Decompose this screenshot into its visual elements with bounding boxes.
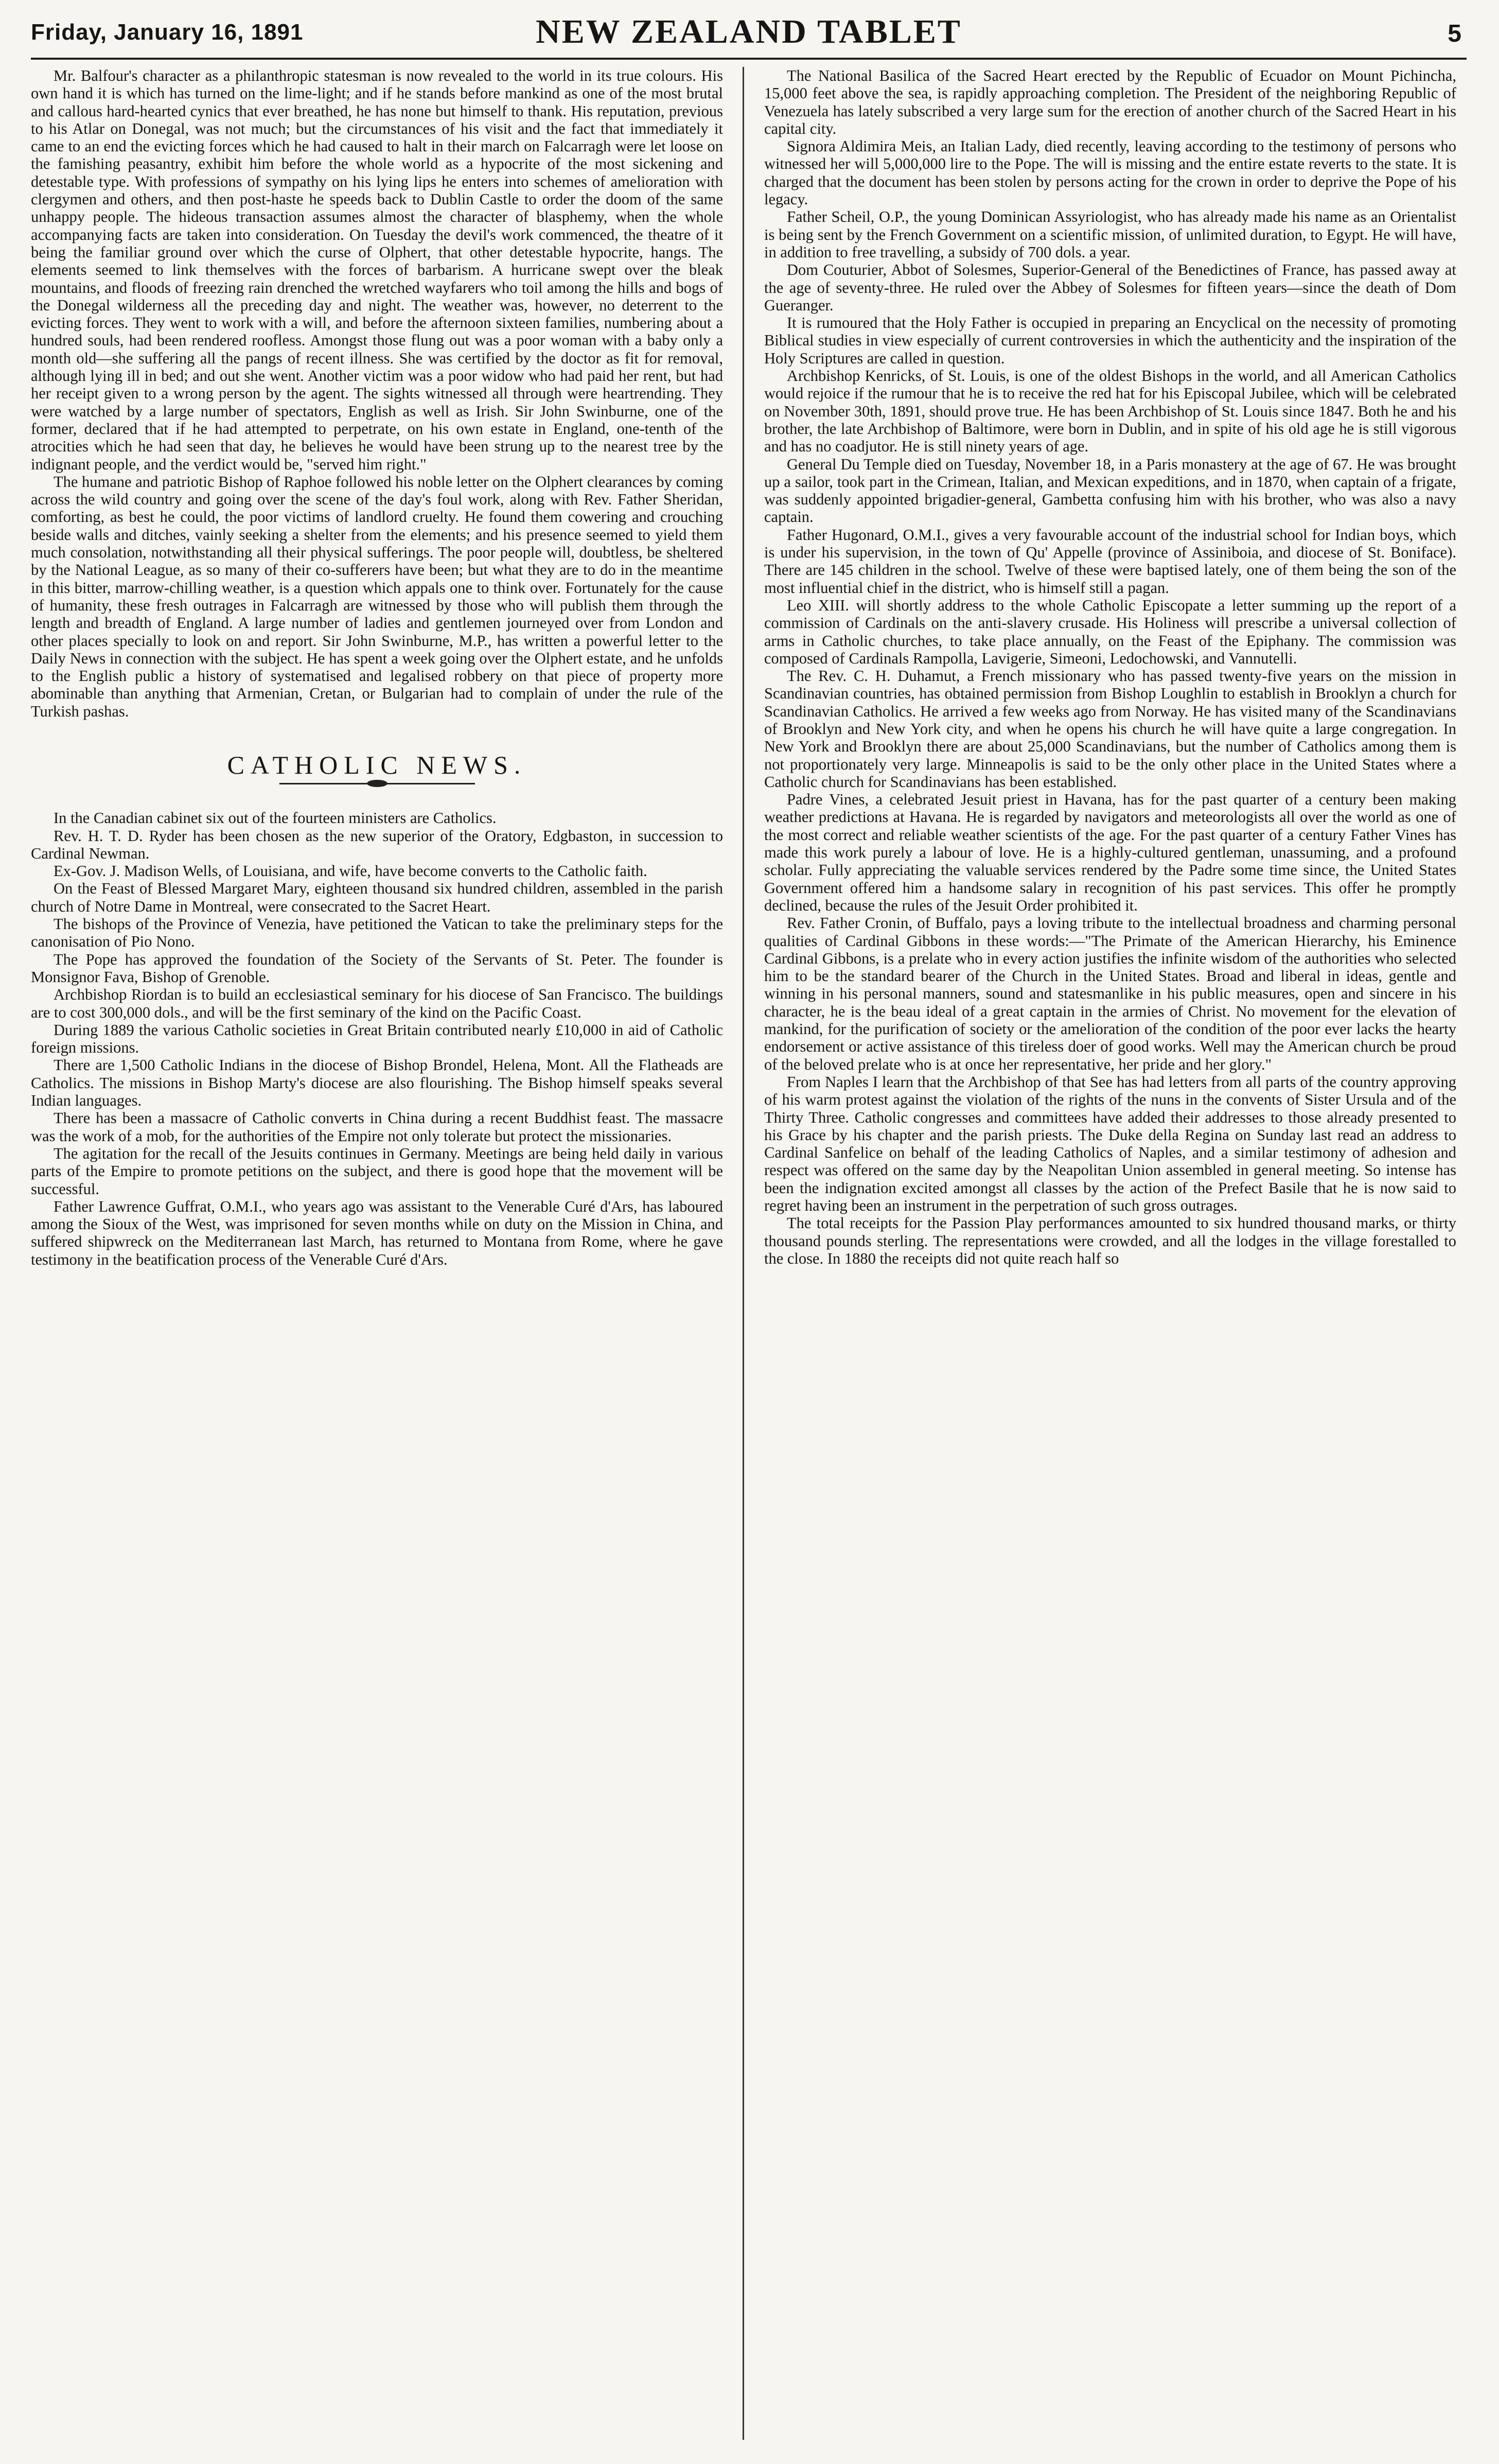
news-item: Archbishop Riordan is to build an ecclesiastical seminary for his diocese of San Francisco. The buildings are to cost 300,000 dols., and will be the first seminary of the kind on the Pacific Coast. (31, 986, 723, 1021)
column-divider (743, 67, 744, 2440)
news-item: Leo XIII. will shortly address to the whole Catholic Episcopate a letter summing up the report of a commission of Cardinals on the anti-slavery crusade. His Holiness will prescribe a universal collection of arms in Catholic churches, to take place annually, on the Feast of the Epiphany. The commission was composed of Cardinals Rampolla, Lavigerie, Simeoni, Ledochowski, and Vannutelli. (764, 596, 1456, 667)
news-item: Dom Couturier, Abbot of Solesmes, Superior-General of the Benedictines of France, has passed away at the age of seventy-three. He ruled over the Abbey of Solesmes for fifteen years—since the death of Dom Gueranger. (764, 261, 1456, 314)
ornamental-rule (279, 783, 475, 784)
news-item: The Rev. C. H. Duhamut, a French missionary who has passed twenty-five years on the mission in Scandinavian countries, has obtained permission from Bishop Loughlin to establish in Brooklyn a church for Scandinavian Catholics. He arrived a few weeks ago from Norway. He has visited many of the Scandinavians of Brooklyn and New York city, and when he opens his church he will have quite a large congregation. In New York and Brooklyn there are about 25,000 Scandinavians, but the number of Catholics among them is not proportionately very large. Minneapolis is said to be the only other place in the United States where a Catholic church for Scandinavians has been established. (764, 667, 1456, 791)
news-item: Archbishop Kenricks, of St. Louis, is one of the oldest Bishops in the world, and all American Catholics would rejoice if the rumour that he is to receive the red hat for his Episcopal Jubilee, which will be celebrated on November 30th, 1891, should prove true. He has been Archbishop of St. Louis since 1847. Both he and his brother, the late Archbishop of Baltimore, were born in Dublin, and in spite of his old age he is still vigorous and has no coadjutor. He is still ninety years of age. (764, 367, 1456, 456)
article-paragraph: The humane and patriotic Bishop of Raphoe followed his noble letter on the Olphert clearances by coming across the wild country and going over the scene of the day's foul work, along with Rev. Father Sheridan, comforting, as best he could, the poor victims of landlord cruelty. He found them cowering and crouching beside walls and ditches, vainly seeking a shelter from the elements; and his presence seemed to yield them much consolation, notwithstanding all their physical sufferings. The poor people will, doubtless, be sheltered by the National League, as so many of their co-sufferers have been; but what they are to do in the meantime in this bitter, marrow-chilling weather, is a question which appals one to think over. Fortunately for the cause of humanity, these fresh outrages in Falcarragh are witnessed by those who will publish them through the length and breadth of England. A large number of ladies and gentlemen journeyed over from London and other places specially to look on and report. Sir John Swinburne, M.P., has written a powerful letter to the Daily News in connection with the subject. He has spent a week going over the Olphert estate, and he unfolds to the English public a history of systematised and legalised robbery on that piece of property more abominable than anything that Armenian, Cretan, or Bulgarian had to complain of under the rule of the Turkish pashas. (31, 473, 723, 720)
news-item: Padre Vines, a celebrated Jesuit priest in Havana, has for the past quarter of a century been making weather predictions at Havana. He is regarded by navigators and meteorologists all over the world as one of the most correct and reliable weather scientists of the age. For the past quarter of a century Father Vines has made this work purely a labour of love. He is a highly-cultured gentleman, unassuming, and a profound scholar. Fully appreciating the valuable services rendered by the Padre some time since, the United States Government offered him a handsome salary in recognition of his past services. This offer he promptly declined, because the rules of the Jesuit Order prohibited it. (764, 791, 1456, 914)
article-paragraph: Mr. Balfour's character as a philanthropic statesman is now revealed to the world in its true colours. His own hand it is which has turned on the lime-light; and if he stands before mankind as one of the most brutal and callous hard-hearted cynics that ever breathed, he has none but himself to thank. His reputation, previous to his Atlar on Donegal, was not much; but the circumstances of his visit and the fact that immediately it came to an end the evicting forces which he had caused to halt in their march on Falcarragh were let loose on the famishing peasantry, exhibit him before the whole world as a hypocrite of the most sickening and detestable type. With professions of sympathy on his lying lips he enters into schemes of amelioration with clergymen and others, and then post-haste he speeds back to Dublin Castle to order the doom of the same unhappy people. The hideous transaction assumes almost the character of blasphemy, when the whole accompanying facts are taken into consideration. On Tuesday the devil's work commenced, the theatre of it being the familiar ground over which the curse of Olphert, that other detestable hypocrite, hangs. The elements seemed to link themselves with the forces of barbarism. A hurricane swept over the bleak mountains, and floods of freezing rain drenched the wretched wayfarers who toil among the hills and bogs of the Donegal wilderness all the preceding day and night. The weather was, however, no deterrent to the evicting forces. They went to work with a will, and before the afternoon sixteen families, numbering about a hundred souls, had been rendered roofless. Amongst those flung out was a poor woman with a baby only a month old—she suffering all the pangs of recent illness. She was certified by the doctor as fit for removal, although lying ill in bed; and out she went. Another victim was a poor widow who had paid her rent, but had her receipt given to a wrong person by the agent. The sights witnessed all through were heartrending. They were watched by a large number of spectators, English as well as Irish. Sir John Swinburne, one of the former, declared that if he had attempted to perpetrate, on his own estate in England, one-tenth of the atrocities which he had seen that day, he believes he would have been strung up to the nearest tree by the indignant people, and the verdict would be, "served him right." (31, 67, 723, 473)
news-item: From Naples I learn that the Archbishop of that See has had letters from all parts of the country approving of his warm protest against the violation of the rights of the nuns in the convents of Sister Ursula and of the Thirty Three. Catholic congresses and committees have added their addresses to those already presented to his Grace by his chapter and the parish priests. The Duke della Regina on Sunday last read an address to Cardinal Sanfelice on behalf of the leading Catholics of Naples, and a similar testimony of adhesion and respect was offered on the same day by the Neapolitan Union assembled in general meeting. So intense has been the indignation excited amongst all classes by the action of the Prefect Basile that he is now said to regret having been an instrument in the perpetration of such gross outrages. (764, 1073, 1456, 1214)
news-item: It is rumoured that the Holy Father is occupied in preparing an Encyclical on the necessity of promoting Biblical studies in view especially of current controversies in which the authenticity and the inspiration of the Holy Scriptures are called in question. (764, 314, 1456, 367)
news-item: There are 1,500 Catholic Indians in the diocese of Bishop Brondel, Helena, Mont. All the Flatheads are Catholics. The missions in Bishop Marty's diocese are also flourishing. The Bishop himself speaks several Indian languages. (31, 1056, 723, 1110)
news-item: The National Basilica of the Sacred Heart erected by the Republic of Ecuador on Mount Pichincha, 15,000 feet above the sea, is rapidly approaching completion. The President of the neighboring Republic of Venezuela has lately subscribed a very large sum for the erection of another church of the Sacred Heart in his capital city. (764, 67, 1456, 137)
news-item: The agitation for the recall of the Jesuits continues in Germany. Meetings are being held daily in various parts of the Empire to promote petitions on the subject, and there is good hope that the movement will be successful. (31, 1144, 723, 1198)
news-item: The Pope has approved the foundation of the Society of the Servants of St. Peter. The founder is Monsignor Fava, Bishop of Grenoble. (31, 950, 723, 986)
news-item: On the Feast of Blessed Margaret Mary, eighteen thousand six hundred children, assembled in the parish church of Notre Dame in Montreal, were consecrated to the Sacret Heart. (31, 880, 723, 915)
newspaper-title: NEW ZEALAND TABLET (536, 13, 962, 50)
section-heading: CATHOLIC NEWS. (227, 750, 527, 779)
newspaper-page (31, 10, 1467, 2450)
masthead (31, 10, 1467, 60)
news-item: Rev. Father Cronin, of Buffalo, pays a loving tribute to the intellectual broadness and charming personal qualities of Cardinal Gibbons in these words:—"The Primate of the American Hierarchy, his Eminence Cardinal Gibbons, is a prelate who in every action justifies the infinite wisdom of the authorities who selected him to be the standard bearer of the Church in the United States. Broad and liberal in ideas, gentle and winning in his personal manners, sound and statesmanlike in his public measures, open and sincere in his character, he is the beau ideal of a great captain in the armies of Christ. No movement for the elevation of mankind, for the purification of society or the amelioration of the condition of the poor ever lacks the hearty endorsement or active assistance of this tireless doer of good works. Well may the American church be proud of the beloved prelate who is at once her representative, her pride and her glory." (764, 914, 1456, 1073)
page-number: 5 (1448, 20, 1461, 47)
news-item: Father Lawrence Guffrat, O.M.I., who years ago was assistant to the Venerable Curé d'Ars, has laboured among the Sioux of the West, was imprisoned for seven months while on duty on the Mission in China, and suffered shipwreck on the Mediterranean last March, has returned to Montana from Rome, where he gave testimony in the beatification process of the Venerable Curé d'Ars. (31, 1197, 723, 1268)
news-item: Signora Aldimira Meis, an Italian Lady, died recently, leaving according to the testimony of persons who witnessed her will 5,000,000 lire to the Pope. The will is missing and the entire estate reverts to the state. It is charged that the document has been stolen by persons acting for the crown in order to deprive the Pope of his legacy. (764, 137, 1456, 208)
news-item: There has been a massacre of Catholic converts in China during a recent Buddhist feast. The massacre was the work of a mob, for the authorities of the Empire not only tolerate but protect the missionaries. (31, 1109, 723, 1145)
news-item: General Du Temple died on Tuesday, November 18, in a Paris monastery at the age of 67. He was brought up a sailor, took part in the Crimean, Italian, and Mexican expeditions, and in 1870, when captain of a frigate, was suddenly appointed brigadier-general, Gambetta confusing him with his brother, who was also a navy captain. (764, 455, 1456, 526)
news-item: Rev. H. T. D. Ryder has been chosen as the new superior of the Oratory, Edgbaston, in succession to Cardinal Newman. (31, 827, 723, 862)
right-column (764, 67, 1456, 2440)
news-item: In the Canadian cabinet six out of the fourteen ministers are Catholics. (54, 809, 497, 827)
news-item: Father Scheil, O.P., the young Dominican Assyriologist, who has already made his name as an Orientalist is being sent by the French Government on a scientific mission, of unlimited duration, to Egypt. He will have, in addition to free travelling, a subsidy of 700 dols. a year. (764, 208, 1456, 261)
news-item: During 1889 the various Catholic societies in Great Britain contributed nearly £10,000 in aid of Catholic foreign missions. (31, 1021, 723, 1057)
news-item: The bishops of the Province of Venezia, have petitioned the Vatican to take the preliminary steps for the canonisation of Pio Nono. (31, 915, 723, 951)
left-column (31, 67, 723, 2440)
issue-date: Friday, January 16, 1891 (31, 20, 304, 45)
news-item: The total receipts for the Passion Play performances amounted to six hundred thousand marks, or thirty thousand pounds sterling. The representations were crowded, and all the lodges in the village forestalled to the close. In 1880 the receipts did not quite reach half so (764, 1214, 1456, 1267)
news-item: Father Hugonard, O.M.I., gives a very favourable account of the industrial school for Indian boys, which is under his supervision, in the town of Qu' Appelle (province of Assiniboia, and diocese of St. Boniface). There are 145 children in the school. Twelve of these were baptised lately, one of them being the son of the most influential chief in the district, who is himself still a pagan. (764, 526, 1456, 597)
news-item: Ex-Gov. J. Madison Wells, of Louisiana, and wife, have become converts to the Catholic faith. (54, 862, 647, 880)
